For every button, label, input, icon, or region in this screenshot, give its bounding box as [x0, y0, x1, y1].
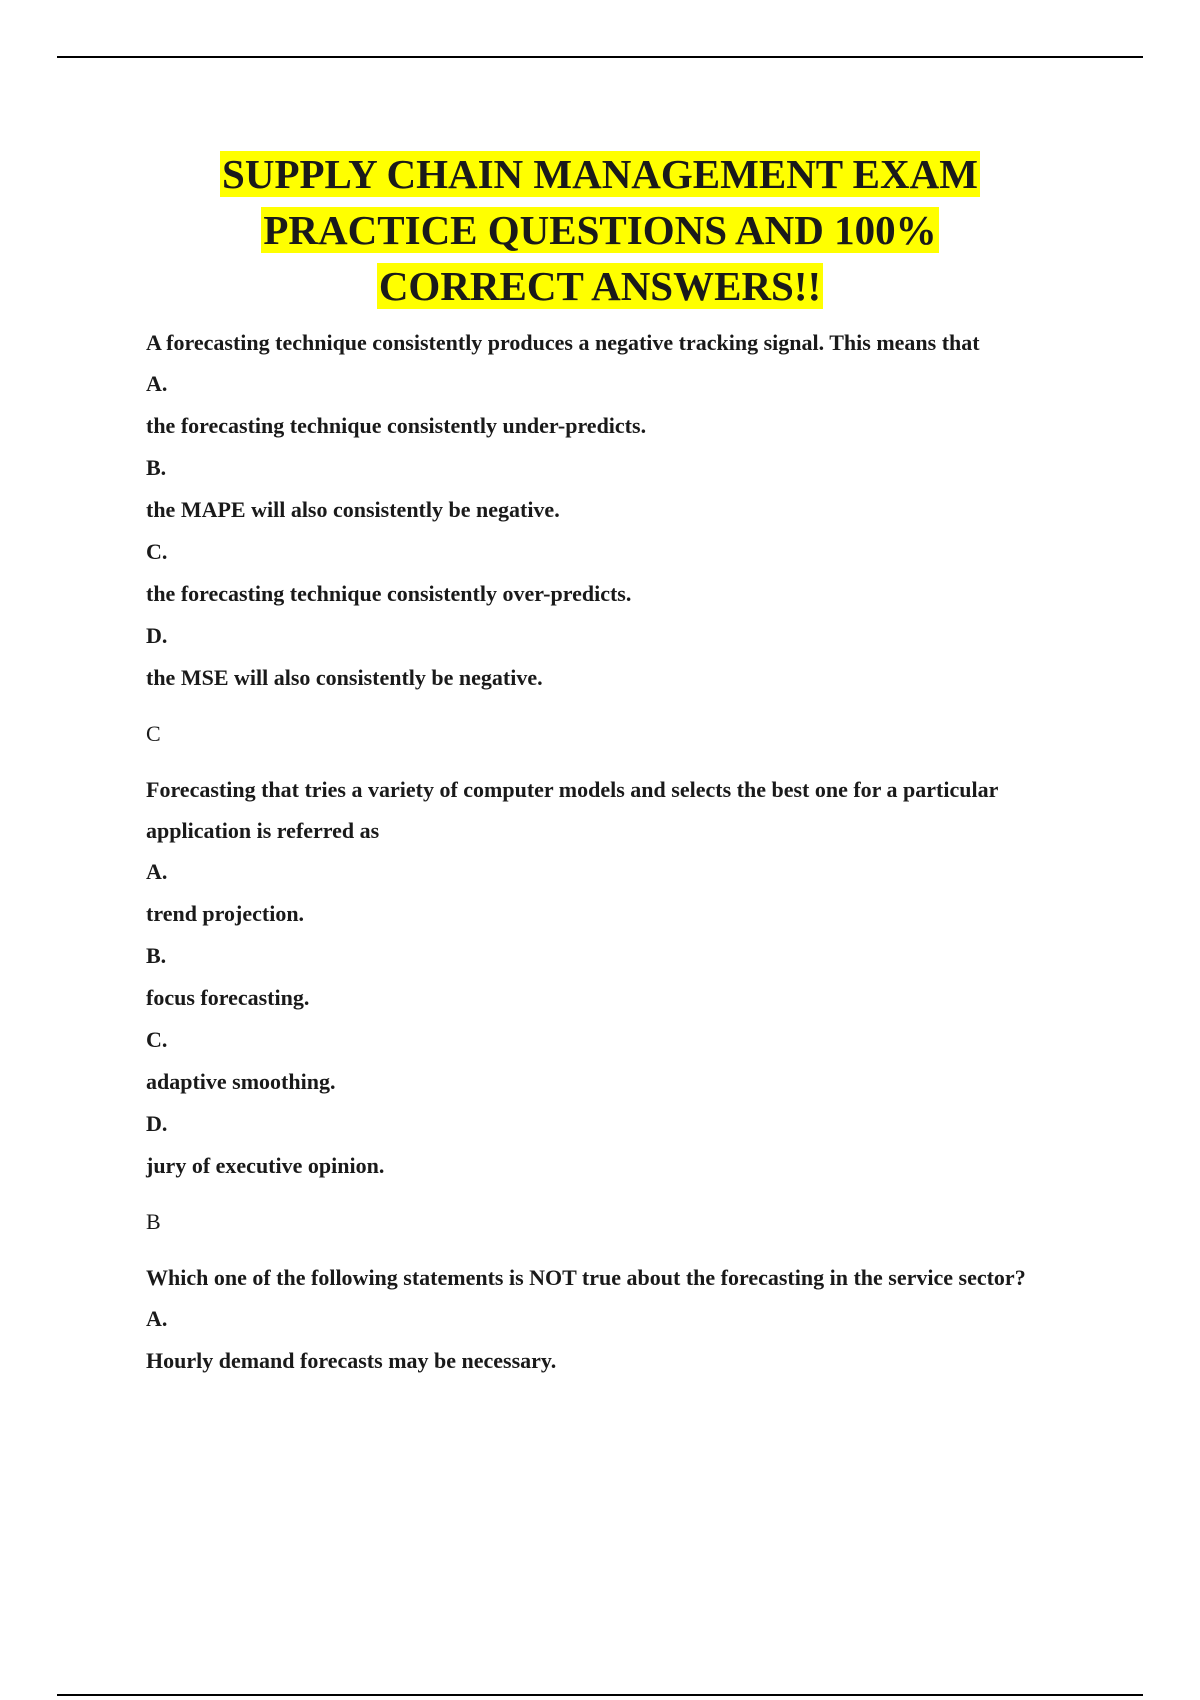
- question-text: Which one of the following statements is NOT true about the forecasting in the service sector?: [146, 1265, 1026, 1290]
- option-text: Hourly demand forecasts may be necessary.: [146, 1348, 557, 1373]
- question-block-3: [146, 1257, 1106, 1382]
- title-line-1: SUPPLY CHAIN MANAGEMENT EXAM: [222, 151, 978, 197]
- title-line-2: PRACTICE QUESTIONS AND 100%: [263, 207, 937, 253]
- answer-key: B: [146, 1209, 161, 1234]
- question-list: [146, 322, 1106, 1382]
- option-text: the forecasting technique consistently over-predicts.: [146, 581, 632, 606]
- option-text: adaptive smoothing.: [146, 1069, 336, 1094]
- option-letter: C.: [146, 1027, 168, 1052]
- option-text: trend projection.: [146, 901, 305, 926]
- option-letter: D.: [146, 1111, 168, 1136]
- title-line-3: CORRECT ANSWERS!!: [378, 263, 822, 309]
- option-text: jury of executive opinion.: [146, 1153, 385, 1178]
- option-letter: A.: [146, 859, 168, 884]
- question-block-1: [146, 322, 1106, 755]
- option-letter: D.: [146, 623, 168, 648]
- option-letter: B.: [146, 943, 167, 968]
- header-rule: [57, 56, 1143, 58]
- question-text: Forecasting that tries a variety of computer models and selects the best one for a particular application is referred as: [146, 777, 998, 843]
- option-text: the forecasting technique consistently under-predicts.: [146, 413, 647, 438]
- question-block-2: [146, 769, 1106, 1243]
- option-letter: A.: [146, 371, 168, 396]
- document-title: [100, 146, 1100, 314]
- option-letter: C.: [146, 539, 168, 564]
- option-text: focus forecasting.: [146, 985, 310, 1010]
- option-text: the MAPE will also consistently be negative.: [146, 497, 560, 522]
- question-text: A forecasting technique consistently produces a negative tracking signal. This means that: [146, 330, 980, 355]
- answer-key: C: [146, 721, 161, 746]
- option-text: the MSE will also consistently be negative.: [146, 665, 543, 690]
- option-letter: A.: [146, 1306, 168, 1331]
- option-letter: B.: [146, 455, 167, 480]
- footer-rule: [57, 1694, 1143, 1696]
